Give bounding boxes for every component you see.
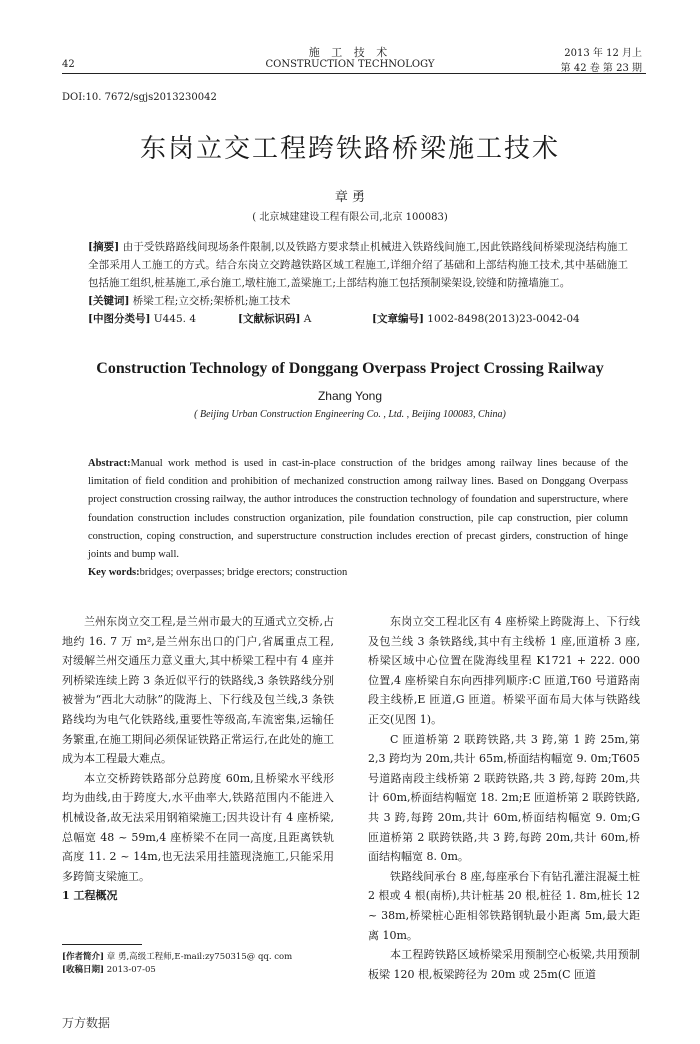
paragraph: 兰州东岗立交工程,是兰州市最大的互通式立交桥,占地约 16. 7 万 m²,是兰州东出口的门户,省属重点工程,对缓解兰州交通压力意义重大,其中桥梁工程中有 4 座并列桥梁连续上跨 3 条近似平行的铁路线,3 条铁路线分别被誉为“西北大动脉”的陇海上、下行线及包兰线,3 条铁路线均为电气化铁路线,重要性等级高,车流密集,运输任务繁重,在施工期间必须保证铁路正常运行,在此处的施工成为本工程最大难点。 (62, 615, 334, 766)
title-en: Construction Technology of Donggang Overpass Project Crossing Railway (96, 360, 604, 377)
journal-name-en: CONSTRUCTION TECHNOLOGY (265, 59, 435, 70)
author-cn: 章 勇 (334, 190, 366, 205)
watermark: 万方数据 (62, 1016, 111, 1030)
doc-code-label: [文献标识码] (238, 313, 301, 325)
paragraph: 本工程跨铁路区域桥梁采用预制空心板梁,共用预制板梁 120 根,板梁跨径为 20m 或 25m(C 匝道 (368, 948, 640, 981)
abstract-cn-label: [摘要] (88, 241, 120, 253)
footnote-author-label: [作者简介] (62, 952, 105, 962)
abstract-cn-text: 由于受铁路路线间现场条件限制,以及铁路方要求禁止机械进入铁路线间施工,因此铁路线间桥梁现浇结构施工全部采用人工施工的方式。结合东岗立交跨越铁路区域工程施工,详细介绍了基础和上部结构施工技术,其中基础施工包括施工组织,桩基施工,承台施工,墩柱施工,盖梁施工;上部结构施工包括预制梁架设,铰缝和防撞墙施工。 (88, 241, 628, 289)
header-rule (62, 73, 646, 74)
footnote-rule (62, 944, 142, 945)
classification-row (88, 310, 628, 328)
article-number-value: 1002-8498(2013)23-0042-04 (427, 313, 580, 325)
keywords-en-text: bridges; overpasses; bridge erectors; construction (139, 567, 348, 579)
footnote-date-label: [收稿日期] (62, 965, 105, 975)
clc-value: U445. 4 (153, 313, 197, 325)
abstract-en-text: Manual work method is used in cast-in-place construction of the bridges among railway lines because of the limitation of field condition and prohibition of mechanized construction among railway lines. Based on Donggang Overpass project construction crossing railway, the author introduces the construction technology of foundation and superstructure, where foundation construction includes construction organization, pile foundation construction, pile cap construction, pier column construction, coping construction, and superstructure construction includes erection of precast girders, construction of hinge joints and bump wall. (88, 458, 628, 561)
volume-issue: 第 42 卷 第 23 期 (560, 63, 642, 74)
clc-label: [中图分类号] (88, 313, 151, 325)
doi: DOI:10. 7672/sgjs2013230042 (62, 92, 217, 103)
footnote-author: 章 勇,高级工程师,E-mail:zy750315@ qq. com (106, 952, 293, 962)
keywords-cn-label: [关键词] (88, 295, 130, 307)
footnote-date: 2013-07-05 (106, 965, 156, 975)
author-en: Zhang Yong (317, 389, 383, 403)
abstract-cn (88, 238, 628, 328)
paragraph: 本立交桥跨铁路部分总跨度 60m,且桥梁水平线形均为曲线,由于跨度大,水平曲率大,铁路范围内不能进入机械设备,故无法采用钢箱梁施工;因共设计有 4 座桥梁,总幅宽 48 ~ 59m,4 座桥梁不在同一高度,且距离铁轨高度 11. 2 ~ 14m,也无法采用挂篮现浇施工,只能采用多跨简支梁施工。 (62, 771, 334, 883)
issue-date: 2013 年 12 月上 (564, 48, 642, 59)
journal-name-cn: 施 工 技 术 (308, 46, 392, 59)
abstract-en-label: Abstract: (88, 458, 131, 469)
affiliation-cn: ( 北京城建建设工程有限公司,北京 100083) (252, 212, 448, 223)
footnote (62, 951, 334, 977)
title-cn: 东岗立交工程跨铁路桥梁施工技术 (139, 134, 560, 164)
paragraph: 东岗立交工程北区有 4 座桥梁上跨陇海上、下行线及包兰线 3 条铁路线,其中有主线桥 1 座,匝道桥 3 座,桥梁区域中心位置在陇海线里程 K1721 + 222. 000 位置,4 座桥梁自东向西排列顺序:C 匝道,T60 号道路南段主线桥,E 匝道,G 匝道。桥梁平面布局大体与铁路线正交(见图 1)。 (368, 615, 640, 726)
page-number: 42 (62, 59, 75, 70)
body-left-column (62, 612, 334, 906)
abstract-en (88, 455, 628, 582)
keywords-cn-text: 桥梁工程;立交桥;架桥机;施工技术 (132, 295, 291, 307)
article-number-label: [文章编号] (372, 313, 424, 325)
body-right-column (368, 612, 640, 984)
keywords-en-label: Key words: (88, 567, 140, 579)
paragraph: C 匝道桥第 2 联跨铁路,共 3 跨,第 1 跨 25m,第 2,3 跨均为 20m,共计 65m,桥面结构幅宽 9. 0m;T605 号道路南段主线桥第 2 联跨铁路,共 3 跨,每跨 20m,共计 60m,桥面结构幅宽 18. 2m;E 匝道桥第 2 联跨铁路,共 3 跨,每跨 20m,共计 60m,桥面结构幅宽 9. 0m;G 匝道桥第 2 联跨铁路,共 3 跨,每跨 20m,共计 60m,桥面结构幅宽 8. 0m。 (368, 732, 640, 864)
doc-code-value: A (303, 313, 312, 325)
paragraph: 铁路线间承台 8 座,每座承台下有钻孔灌注混凝土桩 2 根或 4 根(南桥),共计桩基 20 根,桩径 1. 8m,桩长 12 ~ 38m,桥梁桩心距相邻铁路钢轨最小距离 5m,最大距离 10m。 (368, 869, 640, 942)
affiliation-en: ( Beijing Urban Construction Engineering Co. , Ltd. , Beijing 100083, China) (194, 409, 506, 420)
section-heading: 1 工程概况 (62, 889, 118, 903)
